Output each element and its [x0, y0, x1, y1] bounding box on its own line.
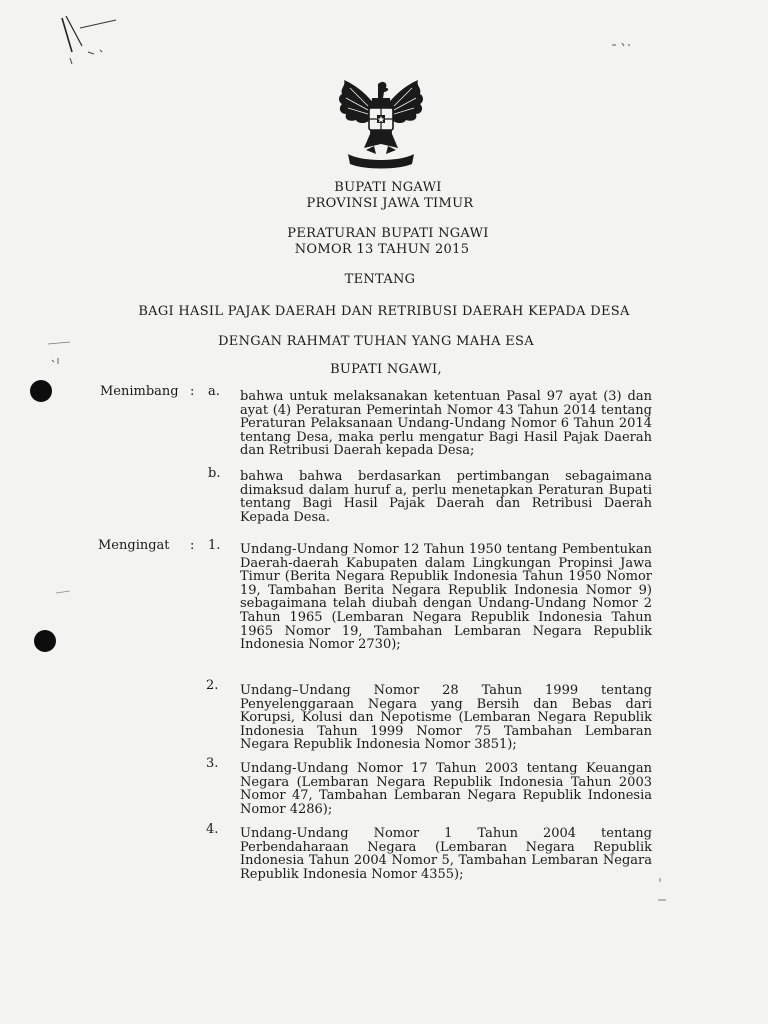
regulation-title: PERATURAN BUPATI NGAWI — [287, 226, 489, 241]
scan-speck — [652, 876, 672, 906]
regent-comma: BUPATI NGAWI, — [330, 362, 442, 377]
scan-speck — [610, 40, 634, 50]
mengingat-item-1: Undang-Undang Nomor 12 Tahun 1950 tentang Pembentukan Daerah-daerah Kabupaten dalam Lingkungan Propinsi Jawa Timur (Berita Negara Republik Indonesia Tahun 1950 Nomor 19, Tambahan Berita Negara Republik Indonesia Nomor 9) sebagaimana telah diubah dengan Undang-Undang Nomor 2 Tahun 1965 (Lembaran Negara Republik Indonesia Tahun 1965 Nomor 19, Tambahan Lembaran Negara Republik Indonesia Nomor 2730); — [240, 542, 652, 653]
mengingat-marker-3: 3. — [206, 756, 219, 771]
mengingat-label: Mengingat — [98, 538, 170, 553]
regent-title: BUPATI NGAWI — [334, 180, 442, 195]
menimbang-colon: : — [190, 384, 195, 399]
handwritten-mark — [58, 12, 128, 68]
menimbang-item-a: bahwa untuk melaksanakan ketentuan Pasal 97 ayat (3) dan ayat (4) Peraturan Pemerintah Nomor 43 Tahun 2014 tentang Peraturan Pelaksanaan Undang-Undang Nomor 6 Tahun 2014 tentang Desa, maka perlu mengatur Bagi Hasil Pajak Daerah dan Retribusi Daerah kepada Desa; — [240, 389, 652, 459]
menimbang-marker-a: a. — [208, 384, 220, 399]
mengingat-colon: : — [190, 538, 195, 553]
punch-hole — [34, 630, 56, 652]
punch-hole — [30, 380, 52, 402]
mengingat-marker-4: 4. — [206, 822, 219, 837]
menimbang-item-b: bahwa bahwa berdasarkan pertimbangan sebagaimana dimaksud dalam huruf a, perlu menetapkan Peraturan Bupati tentang Bagi Hasil Pajak Daerah dan Retribusi Daerah Kepada Desa. — [240, 469, 652, 525]
garuda-emblem-icon — [328, 76, 434, 172]
regulation-subject: BAGI HASIL PAJAK DAERAH DAN RETRIBUSI DAERAH KEPADA DESA — [138, 304, 630, 319]
menimbang-marker-b: b. — [208, 466, 221, 481]
mengingat-item-4: Undang-Undang Nomor 1 Tahun 2004 tentang Perbendaharaan Negara (Lembaran Negara Republik Indonesia Tahun 2004 Nomor 5, Tambahan Lembaran Negara Republik Indonesia Nomor 4355); — [240, 826, 652, 882]
scan-speck — [54, 588, 74, 598]
mengingat-marker-2: 2. — [206, 678, 219, 693]
regulation-number: NOMOR 13 TAHUN 2015 — [294, 242, 470, 257]
menimbang-label: Menimbang — [100, 384, 179, 399]
mengingat-marker-1: 1. — [208, 538, 221, 553]
about-heading: TENTANG — [344, 272, 416, 287]
grace-line: DENGAN RAHMAT TUHAN YANG MAHA ESA — [218, 334, 534, 349]
mengingat-item-3: Undang-Undang Nomor 17 Tahun 2003 tentang Keuangan Negara (Lembaran Negara Republik Indonesia Tahun 2003 Nomor 47, Tambahan Lembaran Negara Republik Indonesia Nomor 4286); — [240, 761, 652, 817]
province-title: PROVINSI JAWA TIMUR — [306, 196, 474, 211]
mengingat-item-2: Undang–Undang Nomor 28 Tahun 1999 tentang Penyelenggaraan Negara yang Bersih dan Bebas dari Korupsi, Kolusi dan Nepotisme (Lembaran Negara Republik Indonesia Tahun 1999 Nomor 75 Tambahan Lembaran Negara Republik Indonesia Nomor 3851); — [240, 683, 652, 753]
